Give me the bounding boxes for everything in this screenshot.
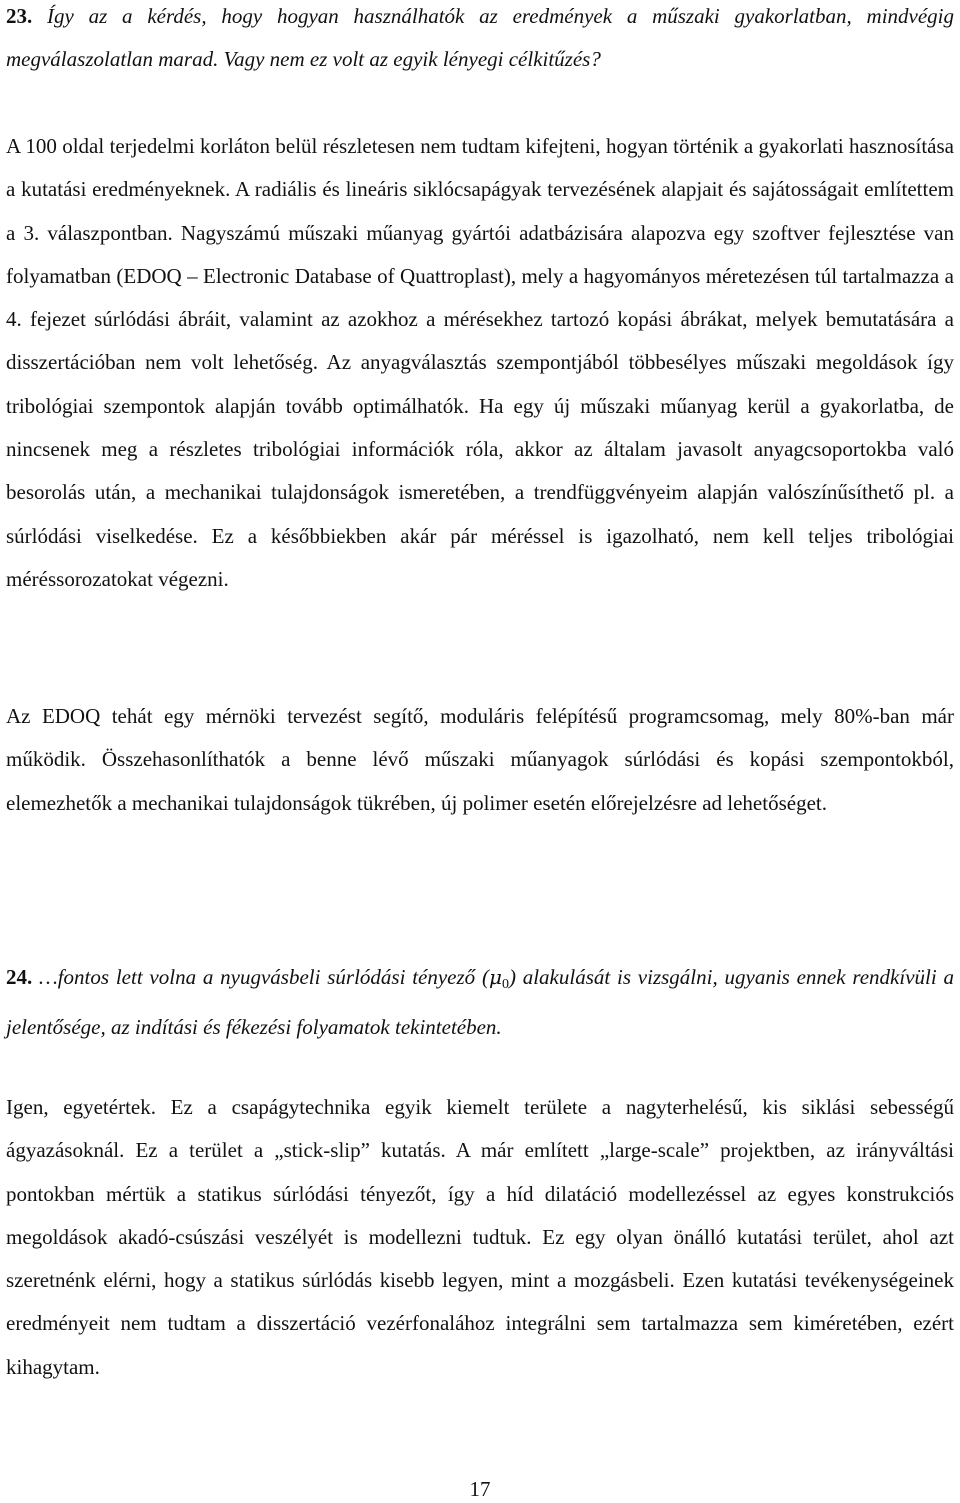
answer-23-paragraph-1: A 100 oldal terjedelmi korláton belül részletesen nem tudtam kifejteni, hogyan történik a gyakorlati hasznosítása a kutatási eredményeknek. A radiális és lineáris siklócsapágyak tervezésének alapjait és sajátosságait említettem a 3. válaszpontban. Nagyszámú műszaki műanyag gyártói adatbázisára alapozva egy szoftver fejlesztése van folyamatban (EDOQ – Electronic Database of Quattroplast), mely a hagyományos méretezésen túl tartalmazza a 4. fejezet súrlódási ábráit, valamint az azokhoz a mérésekhez tartozó kopási ábrákat, melyek bemutatására a disszertációban nem volt lehetőség. Az anyagválasztás szempontjából többesélyes műszaki megoldások így tribológiai szempontok alapján tovább optimálhatók. Ha egy új műszaki műanyag kerül a gyakorlatba, de nincsenek meg a részletes tribológiai információk róla, akkor az általam javasolt anyagcsoportokba való besorolás után, a mechanikai tulajdonságok ismeretében, a trendfüggvényeim alapján valószínűsíthető pl. a súrlódási viselkedése. Ez a későbbiekben akár pár méréssel is igazolható, nem kell teljes tribológiai méréssorozatokat végezni. xyxy=(6,134,954,591)
question-24-text-after: ) alakulását is vizsgálni, ugyanis ennek rendkívüli a jelentősége, az indítási és fékezési folyamatok tekintetében. xyxy=(6,965,954,1040)
answer-23-paragraph-2: Az EDOQ tehát egy mérnöki tervezést segítő, moduláris felépítésű programcsomag, mely 80%-ban már működik. Összehasonlíthatók a benne lévő műszaki műanyagok súrlódási és kopási szempontokból, elemezhetők a mechanikai tulajdonságok tükrében, új polimer esetén előrejelzésre ad lehetőséget. xyxy=(6,704,954,815)
question-24 xyxy=(6,956,954,1050)
question-23-text: Így az a kérdés, hogy hogyan használhatók az eredmények a műszaki gyakorlatban, mindvégig megválaszolatlan marad. Vagy nem ez volt az egyik lényegi célkitűzés? xyxy=(6,4,955,72)
question-24-text-before: …fontos lett volna a nyugvásbeli súrlódási tényező ( xyxy=(39,965,489,989)
page-number: 17 xyxy=(469,1477,491,1501)
question-23-number: 23. xyxy=(6,4,33,28)
mu-symbol: μ xyxy=(488,965,502,989)
question-23 xyxy=(6,0,954,82)
question-24-number: 24. xyxy=(6,965,33,989)
answer-24-paragraph: Igen, egyetértek. Ez a csapágytechnika egyik kiemelt területe a nagyterhelésű, kis siklási sebességű ágyazásoknál. Ez a terület a „stick-slip” kutatás. A már említett „large-scale” projektben, az irányváltási pontokban mértük a statikus súrlódási tényezőt, így a híd dilatáció modellezéssel az egyes konstrukciós megoldások akadó-csúszási veszélyét is modellezni tudtuk. Ez egy olyan önálló kutatási terület, ahol azt szeretnénk elérni, hogy a statikus súrlódás kisebb legyen, mint a mozgásbeli. Ezen kutatási tevékenységeinek eredményeit nem tudtam a disszertáció vezérfonalához integrálni sem tartalmazza sem kiméretében, ezért kihagytam. xyxy=(6,1095,954,1379)
mu-subscript: 0 xyxy=(501,977,509,992)
